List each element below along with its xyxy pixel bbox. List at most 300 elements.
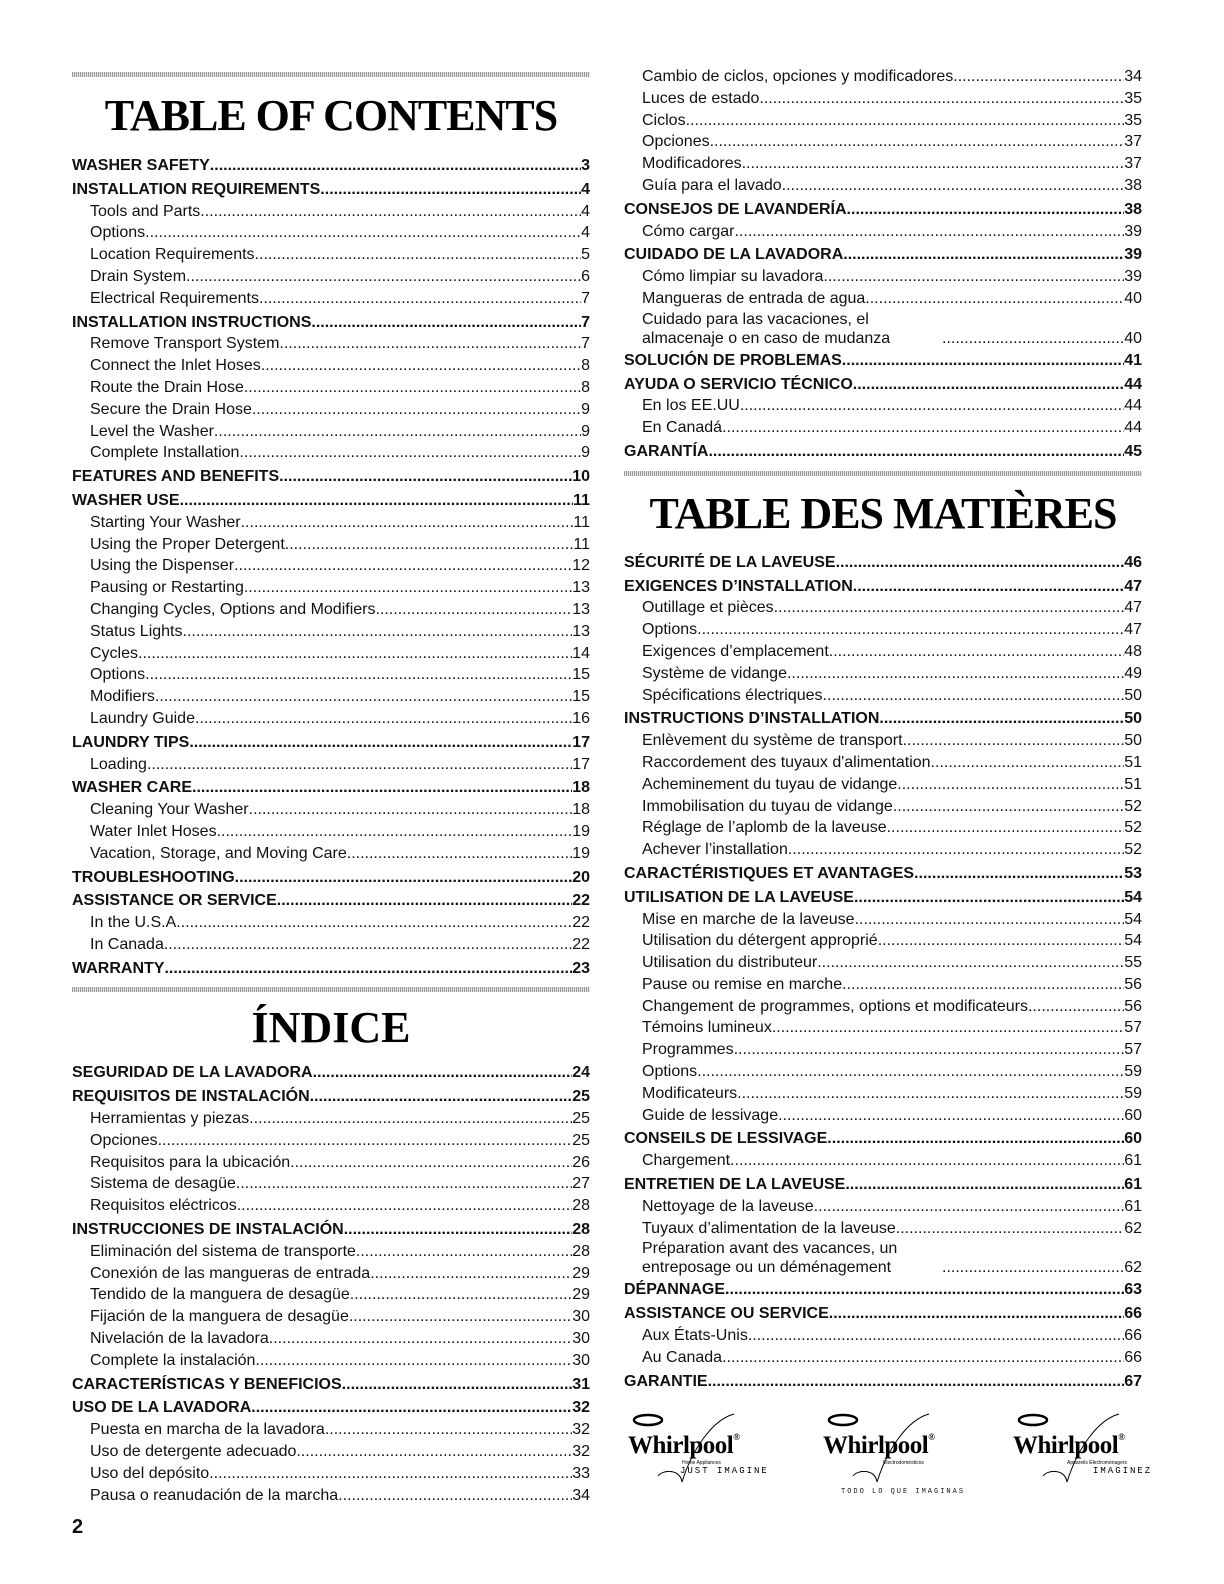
- dot-leader: [313, 1062, 573, 1084]
- dot-leader: [370, 1263, 572, 1285]
- toc-entry-page: 28: [572, 1221, 590, 1239]
- dot-leader: [249, 799, 573, 821]
- dot-leader: [742, 153, 1125, 175]
- logo-brand: Whirlpool: [628, 1432, 734, 1459]
- toc-subsection-entry: [72, 643, 590, 665]
- toc-entry-label: INSTALLATION REQUIREMENTS: [72, 180, 321, 198]
- toc-entry-label: Options: [642, 621, 698, 639]
- toc-subsection-entry: [624, 310, 1142, 348]
- dot-leader: [823, 685, 1125, 707]
- toc-entry-page: 4: [581, 202, 590, 220]
- dot-leader: [788, 839, 1124, 861]
- dot-leader: [261, 355, 581, 377]
- toc-entry-label: Modificateurs: [642, 1084, 738, 1102]
- toc-entry-label: Modifiers: [90, 688, 155, 706]
- toc-section-entry: [72, 890, 590, 912]
- dot-leader: [279, 466, 572, 488]
- toc-subsection-entry: [624, 930, 1142, 952]
- dot-leader: [180, 490, 574, 512]
- toc-section-entry: [624, 1174, 1142, 1196]
- dot-leader: [686, 110, 1125, 132]
- toc-entry-page: 30: [572, 1308, 590, 1326]
- toc-entry-label: CONSEJOS DE LAVANDERÍA: [624, 200, 847, 218]
- dot-leader: [277, 890, 572, 912]
- toc-entry-label: Secure the Drain Hose: [90, 400, 252, 418]
- toc-entry-label: Using the Dispenser: [90, 557, 235, 575]
- dot-leader: [158, 1130, 573, 1152]
- toc-entry-label: Cómo cargar: [642, 222, 735, 240]
- toc-entry-page: 52: [1124, 797, 1142, 815]
- toc-entry-label: Immobilisation du tuyau de vidange: [642, 797, 893, 815]
- toc-entry-page: 11: [573, 513, 590, 531]
- dot-leader: [814, 1196, 1125, 1218]
- toc-entry-page: 40: [1124, 289, 1142, 307]
- toc-entry-page: 29: [572, 1264, 590, 1282]
- toc-entry-label: Uso del depósito: [90, 1464, 210, 1482]
- dot-leader: [708, 441, 1124, 463]
- dot-leader: [183, 621, 573, 643]
- dot-leader: [931, 752, 1125, 774]
- toc-entry-label: In the U.S.A.: [90, 914, 181, 932]
- dot-leader: [853, 576, 1124, 598]
- dot-leader: [214, 421, 581, 443]
- toc-subsection-entry: [72, 1173, 590, 1195]
- toc-entry-label: Level the Washer: [90, 422, 214, 440]
- logo-small-text: Appareils Électroménagers: [1067, 1460, 1128, 1466]
- toc-entry-label: SEGURIDAD DE LA LAVADORA: [72, 1064, 313, 1082]
- toc-subsection-entry: [72, 799, 590, 821]
- toc-entry-label: Connect the Inlet Hoses: [90, 357, 261, 375]
- dot-leader: [722, 417, 1124, 439]
- toc-entry-label: Uso de detergente adecuado: [90, 1443, 297, 1461]
- toc-section-entry: [72, 490, 590, 512]
- toc-entry-label: TROUBLESHOOTING: [72, 868, 235, 886]
- toc-entry-label: Loading: [90, 755, 147, 773]
- dot-leader: [234, 555, 572, 577]
- toc-entry-page: 11: [573, 535, 590, 553]
- toc-section-entry: [624, 552, 1142, 574]
- toc-entry-page: 54: [1124, 932, 1142, 950]
- toc-entry-page: 7: [581, 313, 590, 331]
- whirlpool-logo-fr: Whirlpool® Appareils Électroménagers IMAGINEZ: [1007, 1410, 1157, 1490]
- toc-subsection-entry: [72, 288, 590, 310]
- toc-section-entry: [624, 441, 1142, 463]
- toc-entry-page: 54: [1124, 888, 1142, 906]
- toc-entry-page: 44: [1124, 419, 1142, 437]
- dot-leader: [311, 312, 581, 334]
- toc-entry-page: 44: [1124, 375, 1142, 393]
- toc-entry-label: Opciones: [642, 133, 710, 151]
- toc-subsection-entry: [624, 1239, 1142, 1277]
- toc-subsection-entry: [72, 1463, 590, 1485]
- dot-leader: [255, 1350, 572, 1372]
- toc-entry-label: Using the Proper Detergent: [90, 535, 285, 553]
- toc-entry-label: UTILISATION DE LA LAVEUSE: [624, 888, 854, 906]
- toc-section-entry: [624, 863, 1142, 885]
- dot-leader: [896, 1218, 1124, 1240]
- toc-subsection-entry: [72, 599, 590, 621]
- toc-subsection-entry: [624, 288, 1142, 310]
- dot-leader: [722, 1347, 1124, 1369]
- toc-subsection-entry: [72, 686, 590, 708]
- dot-leader: [296, 1441, 572, 1463]
- dot-leader: [710, 131, 1125, 153]
- toc-entry-label: Pausa o reanudación de la marcha: [90, 1486, 339, 1504]
- toc-entry-label: Options: [642, 1063, 698, 1081]
- toc-section-entry: [624, 374, 1142, 396]
- toc-entry-label: Herramientas y piezas: [90, 1110, 250, 1128]
- toc-entry-page: 15: [572, 666, 590, 684]
- toc-entry-label: Drain System: [90, 267, 187, 285]
- toc-entry-page: 30: [572, 1351, 590, 1369]
- toc-subsection-entry: [624, 909, 1142, 931]
- toc-entry-label: Utilisation du distributeur: [642, 954, 818, 972]
- toc-entry-page: 8: [581, 378, 590, 396]
- toc-section-entry: [624, 1303, 1142, 1325]
- dot-leader: [244, 377, 581, 399]
- dot-leader: [836, 552, 1125, 574]
- toc-subsection-entry: [624, 395, 1142, 417]
- dot-leader: [855, 909, 1125, 931]
- toc-subsection-entry: [72, 843, 590, 865]
- dot-leader: [953, 66, 1124, 88]
- page-number: 2: [72, 1516, 84, 1538]
- dot-leader: [772, 1017, 1124, 1039]
- toc-entry-page: 30: [572, 1330, 590, 1348]
- dot-leader: [147, 754, 572, 776]
- toc-entry-label: Programmes: [642, 1041, 734, 1059]
- dot-leader: [903, 730, 1125, 752]
- dot-leader: [865, 288, 1124, 310]
- toc-entry-page: 9: [581, 422, 590, 440]
- dot-leader: [285, 534, 574, 556]
- toc-subsection-entry: [72, 821, 590, 843]
- toc-entry-page: 50: [1124, 710, 1142, 728]
- toc-section-entry: [624, 350, 1142, 372]
- dot-leader: [155, 686, 572, 708]
- toc-entry-label: Changement de programmes, options et modificateurs: [642, 997, 1028, 1015]
- toc-subsection-entry: [72, 399, 590, 421]
- dot-leader: [269, 1328, 572, 1350]
- toc-entry-label: In Canada: [90, 935, 164, 953]
- toc-entry-page: 61: [1124, 1176, 1142, 1194]
- toc-entry-page: 22: [572, 935, 590, 953]
- toc-entry-label: Puesta en marcha de la lavadora: [90, 1421, 325, 1439]
- toc-entry-label: Remove Transport System: [90, 335, 280, 353]
- toc-entry-page: 57: [1124, 1041, 1142, 1059]
- toc-section-entry: [72, 1219, 590, 1241]
- toc-subsection-entry: [72, 912, 590, 934]
- dot-leader: [239, 442, 581, 464]
- toc-subsection-entry: [72, 1419, 590, 1441]
- toc-list-fr: [624, 552, 1142, 1393]
- toc-entry-label: INSTALLATION INSTRUCTIONS: [72, 313, 312, 331]
- toc-subsection-entry: [624, 796, 1142, 818]
- toc-subsection-entry: [72, 512, 590, 534]
- toc-entry-label: Tools and Parts: [90, 202, 201, 220]
- toc-entry-label: En Canadá: [642, 419, 723, 437]
- toc-subsection-entry: [72, 1306, 590, 1328]
- toc-subsection-entry: [624, 619, 1142, 641]
- dot-leader: [697, 619, 1124, 641]
- toc-subsection-entry: [72, 1130, 590, 1152]
- dot-leader: [827, 1128, 1124, 1150]
- toc-entry-label: Opciones: [90, 1131, 158, 1149]
- toc-subsection-entry: [72, 1195, 590, 1217]
- toc-entry-page: 14: [572, 644, 590, 662]
- dot-leader: [342, 1374, 573, 1396]
- toc-title-es: ÍNDICE: [251, 1003, 411, 1053]
- toc-entry-label: REQUISITOS DE INSTALACIÓN: [72, 1088, 310, 1106]
- toc-section-entry: [72, 155, 590, 177]
- dot-leader: [375, 599, 572, 621]
- toc-entry-label: WASHER SAFETY: [72, 157, 210, 174]
- dot-leader: [244, 577, 572, 599]
- toc-entry-label: Tendido de la manguera de desagüe: [90, 1286, 350, 1304]
- dot-leader: [290, 1152, 572, 1174]
- toc-entry-page: 32: [572, 1421, 590, 1439]
- toc-subsection-entry: [72, 534, 590, 556]
- toc-entry-label: WARRANTY: [72, 959, 165, 977]
- logo-small-text: Electrodomésticos: [883, 1460, 924, 1466]
- toc-section-entry: [72, 466, 590, 488]
- dot-leader: [708, 1371, 1125, 1393]
- divider: [72, 987, 590, 992]
- toc-entry-label: Ciclos: [642, 111, 686, 129]
- toc-section-entry: [624, 708, 1142, 730]
- dot-leader: [251, 1397, 572, 1419]
- toc-entry-page: 60: [1124, 1130, 1142, 1148]
- toc-entry-label: FEATURES AND BENEFITS: [72, 468, 280, 486]
- dot-leader: [730, 1150, 1124, 1172]
- dot-leader: [237, 1195, 572, 1217]
- toc-subsection-entry: [72, 1284, 590, 1306]
- toc-entry-page: 26: [572, 1153, 590, 1171]
- toc-entry-page: 67: [1124, 1372, 1142, 1390]
- toc-entry-label: INSTRUCTIONS D’INSTALLATION: [624, 710, 880, 728]
- dot-leader: [817, 952, 1124, 974]
- toc-entry-page: 41: [1124, 351, 1142, 369]
- dot-leader: [878, 930, 1125, 952]
- toc-entry-page: 47: [1124, 577, 1142, 595]
- dot-leader: [325, 1419, 572, 1441]
- toc-entry-label: Outillage et pièces: [642, 599, 774, 617]
- toc-entry-label: EXIGENCES D’INSTALLATION: [624, 577, 853, 595]
- dot-leader: [279, 333, 581, 355]
- toc-title-en: TABLE OF CONTENTS: [104, 91, 558, 140]
- toc-subsection-entry: [624, 752, 1142, 774]
- toc-section-entry: [72, 867, 590, 889]
- dot-leader: [164, 958, 572, 980]
- dot-leader: [942, 329, 1124, 348]
- toc-subsection-entry: [624, 417, 1142, 439]
- dot-leader: [209, 1463, 572, 1485]
- toc-entry-page: 24: [572, 1064, 590, 1082]
- toc-entry-label: Achever l’installation: [642, 841, 788, 859]
- toc-entry-page: 19: [572, 844, 590, 862]
- toc-entry-page: 4: [581, 224, 590, 242]
- toc-entry-page: 35: [1124, 89, 1142, 107]
- toc-subsection-entry: [624, 974, 1142, 996]
- toc-entry-label: Options: [90, 224, 146, 242]
- dot-leader: [759, 88, 1124, 110]
- toc-entry-page: 17: [572, 733, 590, 751]
- toc-section-entry: [624, 576, 1142, 598]
- toc-entry-label: SÉCURITÉ DE LA LAVEUSE: [624, 553, 836, 571]
- dot-leader: [252, 399, 581, 421]
- dot-leader: [310, 1086, 573, 1108]
- toc-subsection-entry: [72, 266, 590, 288]
- toc-entry-page: 25: [572, 1088, 590, 1106]
- toc-section-entry: [624, 199, 1142, 221]
- dot-leader: [241, 512, 574, 534]
- toc-subsection-entry: [72, 355, 590, 377]
- toc-entry-page: 6: [581, 267, 590, 285]
- toc-entry-page: 9: [581, 400, 590, 418]
- toc-subsection-entry: [72, 754, 590, 776]
- toc-subsection-entry: [624, 685, 1142, 707]
- toc-entry-page: 25: [572, 1131, 590, 1149]
- toc-entry-page: 29: [572, 1286, 590, 1304]
- toc-entry-label: ASSISTANCE OU SERVICE: [624, 1305, 829, 1323]
- toc-entry-label: Au Canada: [642, 1348, 723, 1366]
- toc-entry-label: Options: [90, 666, 146, 684]
- toc-entry-label: INSTRUCCIONES DE INSTALACIÓN: [72, 1221, 344, 1239]
- toc-entry-page: 5: [581, 246, 590, 264]
- logo-brand: Whirlpool: [823, 1432, 929, 1459]
- dot-leader: [829, 1303, 1124, 1325]
- divider: [624, 471, 1142, 476]
- toc-entry-page: 3: [581, 157, 590, 174]
- toc-entry-page: 45: [1124, 442, 1142, 460]
- toc-entry-page: 51: [1124, 775, 1142, 793]
- toc-section-entry: [72, 179, 590, 201]
- toc-section-entry: [72, 958, 590, 980]
- toc-entry-page: 63: [1124, 1281, 1142, 1299]
- dot-leader: [236, 1173, 572, 1195]
- toc-subsection-entry: [624, 1017, 1142, 1039]
- toc-subsection-entry: [624, 221, 1142, 243]
- toc-entry-label: Fijación de la manguera de desagüe: [90, 1308, 349, 1326]
- toc-entry-label: Enlèvement du système de transport: [642, 732, 903, 750]
- toc-subsection-entry: [624, 1325, 1142, 1347]
- toc-subsection-entry: [624, 730, 1142, 752]
- toc-entry-page: 51: [1124, 753, 1142, 771]
- toc-entry-page: 56: [1124, 975, 1142, 993]
- toc-subsection-entry: [72, 577, 590, 599]
- toc-entry-page: 18: [572, 779, 590, 797]
- toc-entry-page: 38: [1124, 200, 1142, 218]
- toc-entry-page: 49: [1124, 664, 1142, 682]
- toc-section-entry: [72, 1086, 590, 1108]
- toc-subsection-entry: [624, 839, 1142, 861]
- toc-entry-label: Réglage de l’aplomb de la laveuse: [642, 819, 887, 837]
- toc-subsection-entry: [624, 1061, 1142, 1083]
- dot-leader: [145, 222, 581, 244]
- toc-entry-label: Pause ou remise en marche: [642, 975, 843, 993]
- toc-entry-page: 16: [572, 709, 590, 727]
- dot-leader: [249, 1108, 572, 1130]
- toc-entry-page: 34: [1124, 68, 1142, 85]
- toc-entry-page: 52: [1124, 841, 1142, 859]
- toc-subsection-entry: [624, 1150, 1142, 1172]
- toc-entry-page: 46: [1124, 553, 1142, 571]
- toc-entry-page: 33: [572, 1464, 590, 1482]
- toc-entry-page: 9: [581, 444, 590, 462]
- toc-entry-label: Changing Cycles, Options and Modifiers: [90, 600, 376, 618]
- toc-entry-page: 32: [572, 1443, 590, 1461]
- toc-entry-page: 7: [581, 335, 590, 353]
- toc-entry-page: 61: [1124, 1197, 1142, 1215]
- toc-list-es: [72, 1062, 590, 1506]
- toc-subsection-entry: [72, 708, 590, 730]
- toc-entry-page: 10: [572, 468, 590, 486]
- dot-leader: [845, 1174, 1124, 1196]
- toc-entry-label: Vacation, Storage, and Moving Care: [90, 844, 347, 862]
- logo-small-text: Home Appliances: [682, 1460, 721, 1466]
- dot-leader: [186, 266, 581, 288]
- dot-leader: [195, 708, 572, 730]
- toc-subsection-entry: [624, 110, 1142, 132]
- dot-leader: [829, 641, 1124, 663]
- toc-entry-page: 23: [572, 959, 590, 977]
- toc-entry-label: Système de vidange: [642, 664, 787, 682]
- toc-entry-page: 62: [1124, 1259, 1142, 1277]
- toc-entry-page: 66: [1124, 1305, 1142, 1323]
- toc-entry-page: 66: [1124, 1327, 1142, 1345]
- toc-subsection-entry: [624, 1218, 1142, 1240]
- dot-leader: [255, 244, 582, 266]
- toc-subsection-entry: [624, 641, 1142, 663]
- toc-subsection-entry: [624, 131, 1142, 153]
- toc-entry-label: Spécifications électriques: [642, 686, 823, 704]
- toc-entry-label: DÉPANNAGE: [624, 1281, 726, 1299]
- toc-section-entry: [624, 1371, 1142, 1393]
- toc-entry-label: Complete Installation: [90, 444, 240, 462]
- dot-leader: [349, 1306, 572, 1328]
- toc-entry-page: 32: [572, 1399, 590, 1417]
- dot-leader: [138, 643, 572, 665]
- toc-subsection-entry: [624, 153, 1142, 175]
- toc-subsection-entry: [72, 1441, 590, 1463]
- dot-leader: [748, 1325, 1124, 1347]
- toc-section-entry: [624, 1279, 1142, 1301]
- dot-leader: [217, 821, 573, 843]
- toc-entry-label: Préparation avant des vacances, un entreposage ou un déménagement: [642, 1240, 898, 1277]
- toc-subsection-entry: [624, 996, 1142, 1018]
- toc-list-es-continued: [624, 66, 1142, 463]
- toc-entry-page: 25: [572, 1110, 590, 1128]
- toc-entry-page: 15: [572, 688, 590, 706]
- toc-entry-label: ASSISTANCE OR SERVICE: [72, 892, 277, 910]
- toc-entry-page: 8: [581, 357, 590, 375]
- dot-leader: [737, 1083, 1124, 1105]
- toc-subsection-entry: [624, 1039, 1142, 1061]
- dot-leader: [350, 1284, 572, 1306]
- toc-section-entry: [624, 244, 1142, 266]
- toc-entry-page: 39: [1124, 222, 1142, 240]
- toc-entry-page: 55: [1124, 954, 1142, 972]
- toc-section-entry: [72, 777, 590, 799]
- right-column: [624, 0, 1142, 1392]
- toc-entry-page: 61: [1124, 1152, 1142, 1170]
- dot-leader: [192, 777, 572, 799]
- toc-entry-label: Modificadores: [642, 155, 742, 173]
- dot-leader: [853, 374, 1124, 396]
- toc-entry-page: 56: [1124, 997, 1142, 1015]
- toc-entry-page: 54: [1124, 910, 1142, 928]
- dot-leader: [344, 1219, 572, 1241]
